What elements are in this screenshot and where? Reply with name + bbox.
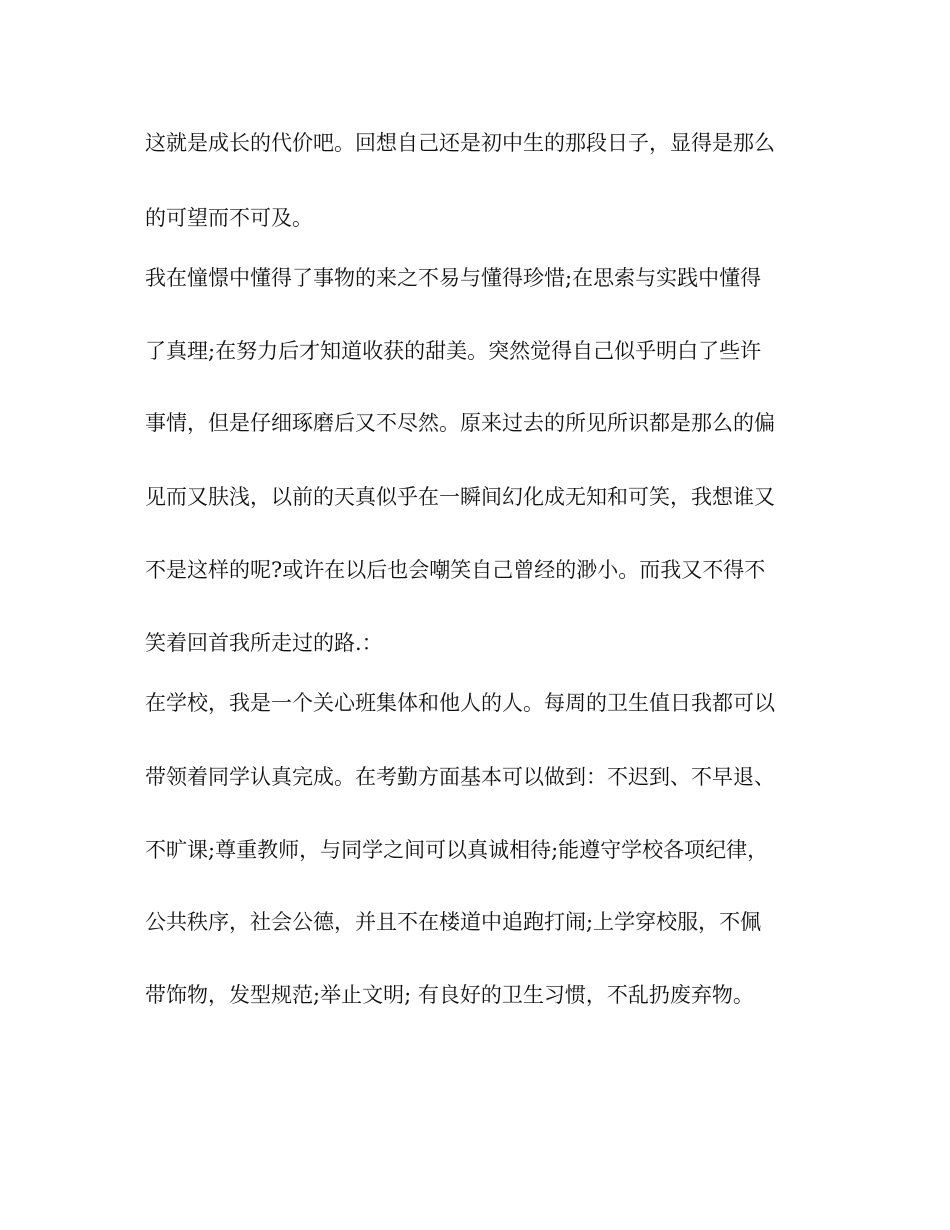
text-line: 了真理;在努力后才知道收获的甜美。突然觉得自己似乎明白了些许 bbox=[145, 339, 762, 363]
text-line: 我在憧憬中懂得了事物的来之不易与懂得珍惜;在思索与实践中懂得 bbox=[145, 266, 762, 290]
text-line: 不是这样的呢?或许在以后也会嘲笑自己曾经的渺小。而我又不得不 bbox=[145, 558, 766, 582]
text-line: 笑着回首我所走过的路.： bbox=[145, 631, 383, 655]
text-line: 见而又肤浅，以前的天真似乎在一瞬间幻化成无知和可笑，我想谁又 bbox=[145, 485, 775, 509]
text-line: 不旷课;尊重教师，与同学之间可以真诚相待;能遵守学校各项纪律， bbox=[145, 838, 769, 862]
text-line: 这就是成长的代价吧。回想自己还是初中生的那段日子，显得是那么 bbox=[145, 131, 775, 155]
text-line: 事情，但是仔细琢磨后又不尽然。原来过去的所见所识都是那么的偏 bbox=[145, 411, 775, 435]
text-line: 带领着同学认真完成。在考勤方面基本可以做到：不迟到、不早退、 bbox=[145, 765, 775, 789]
text-line: 在学校，我是一个关心班集体和他人的人。每周的卫生值日我都可以 bbox=[145, 691, 775, 715]
text-line: 的可望而不可及。 bbox=[145, 206, 313, 230]
text-line: 带饰物，发型规范;举止文明; 有良好的卫生习惯，不乱扔废弃物。 bbox=[145, 983, 754, 1007]
text-line: 公共秩序，社会公德，并且不在楼道中追跑打闹;上学穿校服，不佩 bbox=[145, 910, 762, 934]
